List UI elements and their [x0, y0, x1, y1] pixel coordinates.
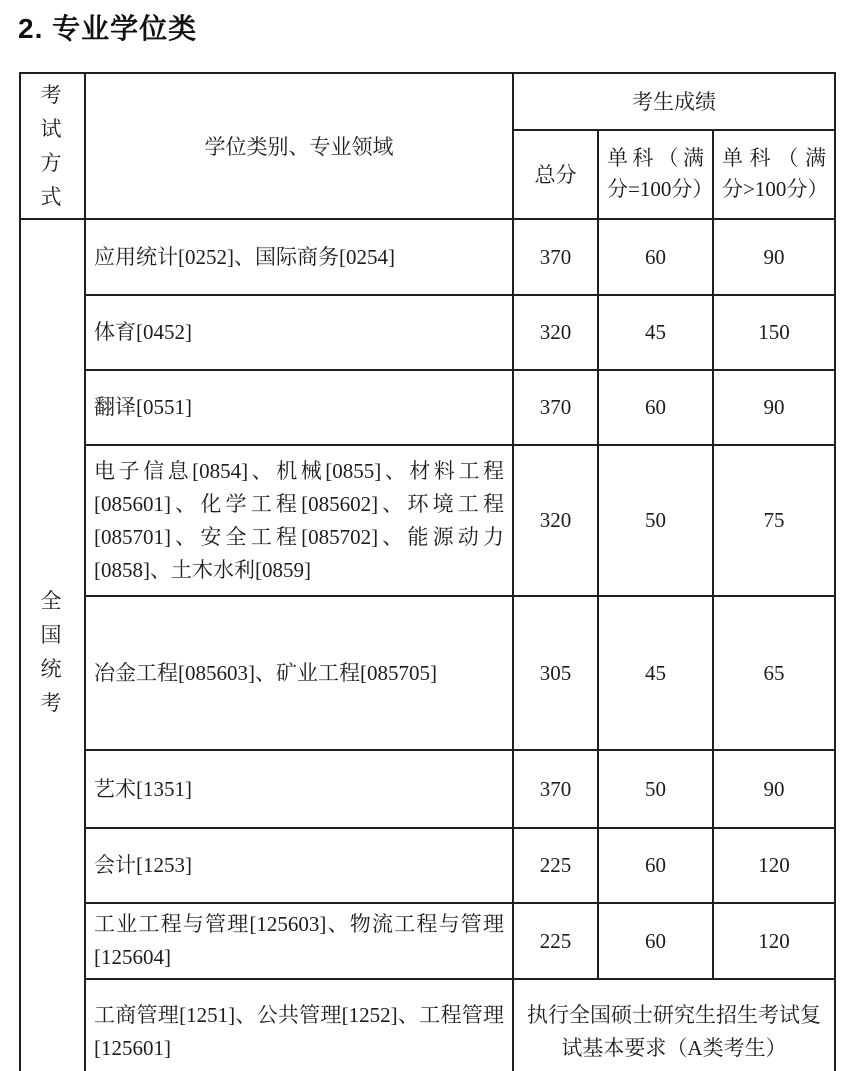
single-over-100-cell: 65 — [713, 596, 835, 750]
total-score-cell: 320 — [513, 445, 598, 596]
program-cell: 体育[0452] — [85, 295, 513, 370]
header-exam-method: 考试方式 — [20, 73, 85, 219]
program-cell: 应用统计[0252]、国际商务[0254] — [85, 219, 513, 295]
total-score-cell: 225 — [513, 903, 598, 979]
table-row — [20, 828, 835, 903]
total-score-cell: 370 — [513, 750, 598, 828]
header-row-1 — [20, 73, 835, 130]
table-row — [20, 219, 835, 295]
program-cell: 工商管理[1251]、公共管理[1252]、工程管理[125601] — [85, 979, 513, 1071]
program-cell: 电子信息[0854]、机械[0855]、材料工程[085601]、化学工程[085602]、环境工程[085701]、安全工程[085702]、能源动力[0858]、土木水利[0859] — [85, 445, 513, 596]
table-row — [20, 750, 835, 828]
single-over-100-cell: 90 — [713, 750, 835, 828]
single-100-cell: 60 — [598, 828, 713, 903]
table-row — [20, 596, 835, 750]
header-single-subject-over-100: 单科（满分>100分） — [713, 130, 835, 219]
single-over-100-cell: 120 — [713, 828, 835, 903]
total-score-cell: 370 — [513, 219, 598, 295]
header-total-score: 总分 — [513, 130, 598, 219]
total-score-cell: 305 — [513, 596, 598, 750]
program-cell: 工业工程与管理[125603]、物流工程与管理[125604] — [85, 903, 513, 979]
single-100-cell: 45 — [598, 295, 713, 370]
exam-method-value: 全国统考 — [20, 219, 85, 1071]
single-100-cell: 60 — [598, 903, 713, 979]
single-100-cell: 60 — [598, 370, 713, 445]
table-row — [20, 445, 835, 596]
single-100-cell: 60 — [598, 219, 713, 295]
header-candidate-score: 考生成绩 — [513, 73, 835, 130]
note-cell: 执行全国硕士研究生招生考试复试基本要求（A类考生） — [513, 979, 835, 1071]
table-row — [20, 979, 835, 1071]
program-cell: 艺术[1351] — [85, 750, 513, 828]
program-cell: 翻译[0551] — [85, 370, 513, 445]
single-100-cell: 50 — [598, 445, 713, 596]
table-row — [20, 903, 835, 979]
single-over-100-cell: 75 — [713, 445, 835, 596]
header-single-subject-100: 单科（满分=100分） — [598, 130, 713, 219]
total-score-cell: 370 — [513, 370, 598, 445]
score-table — [19, 72, 836, 1071]
single-100-cell: 50 — [598, 750, 713, 828]
table-row — [20, 370, 835, 445]
single-over-100-cell: 120 — [713, 903, 835, 979]
single-over-100-cell: 90 — [713, 370, 835, 445]
total-score-cell: 225 — [513, 828, 598, 903]
single-over-100-cell: 90 — [713, 219, 835, 295]
program-cell: 冶金工程[085603]、矿业工程[085705] — [85, 596, 513, 750]
header-degree-category: 学位类别、专业领域 — [85, 73, 513, 219]
total-score-cell: 320 — [513, 295, 598, 370]
section-title: 2. 专业学位类 — [18, 13, 198, 44]
document-page — [0, 12, 850, 1071]
table-row — [20, 295, 835, 370]
single-over-100-cell: 150 — [713, 295, 835, 370]
program-cell: 会计[1253] — [85, 828, 513, 903]
single-100-cell: 45 — [598, 596, 713, 750]
